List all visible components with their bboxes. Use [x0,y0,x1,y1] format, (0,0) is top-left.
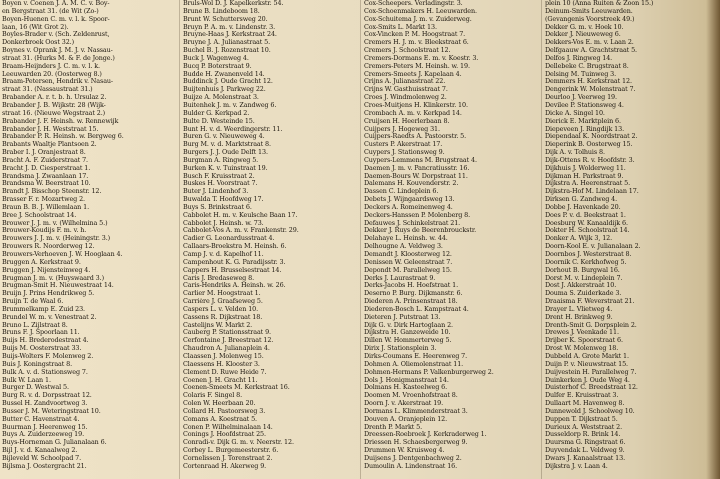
directory-column-3 [364,0,538,479]
directory-entry-line: Brundel W. m. v. Venestraat 2. [2,313,97,321]
directory-entry-line: Bruls-Wol D. J. Kapelkerkstr. 54. [183,0,284,7]
directory-entry-line: Drost W. Molenweg 18. [545,345,619,353]
directory-entry-line: Draaisma F. Weverstraat 21. [545,298,635,306]
directory-column-1 [2,0,176,479]
directory-entry-line: Cabbolet J. Heinsh. w. 73. [183,219,264,227]
directory-entry-line: Dokter H. Schoolstraat 14. [545,227,630,235]
directory-entry-line: Delfos J. Ringweg 14. [545,54,613,62]
directory-entry-line: Diependaal K. Noordstraat 2. [545,133,638,141]
directory-entry-line: Coenen J. H. Gracht 11. [183,376,258,384]
directory-entry-line: Defauwes J. Schinkelstraat 21. [364,219,461,227]
directory-entry-line: Brouwer J. J. m. v. (Wilhelmina 5.) [2,219,108,227]
directory-entry-line: Bree J. Schoolstraat 14. [2,211,77,219]
directory-entry-line: Brandsma W. Beerstraat 10. [2,180,91,188]
directory-entry-line: Cremers J. Schoolstraat 12. [364,47,451,55]
directory-entry-line: Denissen W. Geleenstraat 7. [364,258,453,266]
directory-entry-line: Duijn P. v. Nieuwstraat 15. [545,360,628,368]
directory-entry-line: Brandsma J. Zwaanlaan 17. [2,172,89,180]
directory-entry-line: Dekker J. Ruys de Beerenbrouckstr. [364,227,477,235]
directory-entry-line: Doornbos J. Westerstraat 8. [545,251,632,258]
directory-entry-line: Bulder G. Kerkpad 2. [183,109,250,117]
directory-entry-line: Buter J. Lindenhof 3. [183,188,249,196]
directory-entry-line: Deserno P. Burg. Dijkmanstr. 6. [364,290,463,298]
directory-entry-line: Cox-Schoenmakers H. Leeuwarden. [364,7,477,15]
directory-entry-line: Cabbolet-Vos A. m. v. Frankenstr. 29. [183,227,299,235]
directory-entry-line: Bracht A. F. Zuiderstraat 7. [2,156,88,164]
directory-entry-line: Demandt J. Kloosterweg 12. [364,251,452,258]
directory-entry-line: Buck J. Wagenweg 4. [183,54,249,62]
directory-entry-line: Depondt M. Parallelweg 15. [364,266,452,274]
column-divider [179,0,180,479]
directory-entry-line: Duinkerken J. Oude Weg 4. [545,376,630,384]
directory-entry-line: Delahaye L. Heinsh. w. 44. [364,235,448,243]
directory-entry-line: Conings J. Hoofdstraat 25. [183,431,266,439]
directory-entry-line: Buijs H. Brederodestraat 4. [2,337,89,345]
directory-entry-line: Burg R. v. d. Dorpsstraat 12. [2,392,92,400]
directory-entry-line: Deckers A. Romeinenweg 4. [364,203,453,211]
directory-entry-line: Donker A. Wijk 3, 12. [545,235,613,243]
directory-entry-line: Buitenhek J. m. v. Zandweg 6. [183,101,277,109]
directory-entry-line: Crijns A. Julianastraat 22. [364,78,446,86]
directory-entry-line: Cuypers J. Stationsweg 9. [364,149,445,157]
directory-entry-line: Doorn-Kool E. v. Julianalaan 2. [545,243,641,251]
directory-entry-line: Demmers H. Kerkstraat 12. [545,78,632,86]
directory-entry-line: Claassen J. Molenweg 15. [183,352,264,360]
directory-entry-line: Cauberg P. Stationsstraat 9. [183,329,271,337]
directory-entry-line: Drenth P. Markt 5. [364,423,423,431]
directory-entry-line: Dijk G. v. Dirk Hartoglaan 2. [364,321,453,329]
directory-entry-line: Dulfer E. Kruisstraat 3. [545,392,619,400]
directory-entry-line: Dusseldorp R. Brink 14. [545,431,621,439]
directory-entry-line: Crijns W. Gasthuisstraat 7. [364,86,448,94]
directory-entry-line: Duijvestein H. Parallelweg 7. [545,368,637,376]
directory-entry-line: Brunt W. Schuttersweg 20. [183,15,268,23]
directory-entry-line: Croes-Muitjens H. Klinkerstr. 10. [364,101,468,109]
directory-entry-line: Conradi-v. Dijk G. m. v. Neerstr. 12. [183,439,294,447]
directory-entry-line: Dekkers-Vos E. m. v. Laan 2. [545,39,634,47]
directory-entry-line: straat 31. (Nassaustraat 31.) [2,86,93,94]
directory-entry-line: Dellebeke C. Brugstraat 8. [545,62,629,70]
directory-entry-line: Dirks-Coumans E. Heerenweg 7. [364,352,468,360]
directory-entry-line: Burg M. v. d. Marktstraat 8. [183,141,271,149]
directory-entry-line: Cassens R. Dijkstraat 18. [183,313,263,321]
directory-entry-line: Delhougne A. Veldweg 3. [364,243,443,251]
directory-entry-line: laan, 16 (Wit Grot 2). [2,23,69,31]
directory-entry-line: Comans A. Koestraat 5. [183,415,257,423]
directory-entry-line: Brouwers J. J. m. v. (Heiningstr. 3.) [2,235,111,243]
directory-entry-line: Bracht J. D. Ciesperstraat 1. [2,164,91,172]
directory-entry-line: Duijsens J. Dentgenbachweg 2. [364,454,462,462]
directory-entry-line: Daemen J. m. v. Pancratiusstr. 16. [364,164,470,172]
directory-entry-line: Buijs M. Oosterstraat 33. [2,345,82,353]
directory-entry-line: Buchel B. J. Rozenstraat 10. [183,47,271,55]
directory-entry-line: Brabander J. B. Wijkstr. 28 (Wijk- [2,101,106,109]
directory-entry-line: Bruno L. Zijlstraat 8. [2,321,68,329]
directory-entry-line: Buurman J. Heerenweg 15. [2,423,88,431]
directory-entry-line: Boyles-Brader v. (Sch. Zeldenrust, [2,31,110,39]
directory-entry-line: Durieux A. Weststraat 2. [545,423,623,431]
directory-entry-line: Duyvendak L. Veldweg 9. [545,447,625,455]
directory-entry-line: Dierick E. Marktplein 6. [545,117,621,125]
column-divider [541,0,542,479]
directory-entry-line: Burgers J. J. Oude Delft 13. [183,149,268,157]
directory-entry-line: Dohmen-Hermans P. Valkenburgerweg 2. [364,368,494,376]
directory-entry-line: Custers P. Akerstraat 17. [364,141,443,149]
directory-entry-line: Dwars J. Kanaalstraat 13. [545,454,626,462]
directory-entry-line: Dolmans H. Kasteelweg 6. [364,384,448,392]
directory-entry-line: Butter C. Havenstraat 4. [2,415,80,423]
directory-entry-line: Dijk-Ottens R. v. Hoofdstr. 3. [545,156,635,164]
directory-entry-line: Bunt H. v. d. Weerdingerstr. 11. [183,125,283,133]
directory-entry-line: Dieteren J. Putstraat 13. [364,313,441,321]
directory-entry-line: Brugman J. m. v. (Huyswaard 3.) [2,274,104,282]
directory-entry-line: Crombach A. m. v. Kerkpad 14. [364,109,462,117]
directory-entry-line: Burken K. v. Tuinstraat 19. [183,164,268,172]
directory-entry-line: Drummen W. Kruisweg 4. [364,447,445,455]
directory-entry-line: Does P. v. d. Beekstraat 1. [545,211,626,219]
directory-entry-line: plein 10 (Anna Ruiten & Zoon 15.) [545,0,654,7]
directory-entry-line: Buys A. Zuiderzeeweg 19. [2,431,85,439]
directory-entry-line: Dillen W. Hommerterweg 5. [364,337,452,345]
directory-entry-line: Dullaart M. Havenweg 8. [545,400,625,408]
directory-entry-line: Dengerink W. Molenstraat 7. [545,86,636,94]
directory-entry-line: Dormans L. Klimmenderstraat 3. [364,407,468,415]
directory-entry-line: Caris J. Bredaseweg 8. [183,274,255,282]
directory-entry-line: Bulte D. Westeinde 15. [183,117,255,125]
directory-entry-line: Dost J. Akkerstraat 10. [545,282,617,290]
directory-entry-line: Cerfontaine J. Breestraat 12. [183,337,274,345]
directory-entry-line: Cremers H. J. m. v. Bleekstraat 6. [364,39,469,47]
directory-entry-line: Carlier M. Hoogstraat 1. [183,290,261,298]
directory-entry-line: Croes J. Windmolenweg 2. [364,94,447,102]
directory-entry-line: Dobbe J. Havenkade 20. [545,203,621,211]
directory-entry-line: Brouwers R. Noorderweg 12. [2,243,95,251]
directory-entry-line: Drent H. Brinkweg 9. [545,313,613,321]
directory-entry-line: Bruggen J. Nijensteinweg 4. [2,266,91,274]
directory-entry-line: Dijkstra H. Ganzeweide 10. [364,329,451,337]
directory-entry-line: Buwalda T. Hoofdweg 17. [183,196,264,204]
directory-entry-line: Buijs-Wolters F. Molenweg 2. [2,352,94,360]
directory-entry-line: Doornik C. Kerkhofweg 5. [545,258,627,266]
directory-entry-line: Caris-Hendriks A. Heinsh. w. 26. [183,282,286,290]
directory-entry-line: Dijk A. v. Tolhuis 8. [545,149,605,157]
directory-entry-line: Cuijpers J. Hogeweg 31. [364,125,440,133]
directory-entry-line: Cortenraad H. Akerweg 9. [183,462,267,470]
directory-entry-line: Buijze A. Molenstraat 3. [183,94,259,102]
directory-column-4 [545,0,710,479]
directory-entry-line: Brune B. Lindeboom 18. [183,7,260,15]
directory-entry-line: Castelijns W. Markt 2. [183,321,253,329]
directory-entry-line: Dalemans H. Kouvenderstr. 2. [364,180,459,188]
directory-entry-line: Cruijsen H. Heerlerbaan 8. [364,117,450,125]
directory-entry-line: Dorhout B. Burgwal 16. [545,266,620,274]
directory-entry-line: Delsing M. Tuinweg 3. [545,70,617,78]
directory-entry-line: Dols J. Honigmanstraat 14. [364,376,449,384]
directory-entry-line: Doorn J. v. Akerstraat 19. [364,400,444,408]
directory-entry-line: Brasser F. r. Mozartweg 2. [2,196,85,204]
directory-entry-line: Dijkman H. Parkstraat 9. [545,172,624,180]
directory-entry-line: Buskes H. Voorstraat 7. [183,180,258,188]
directory-entry-line: Dunnewold J. Schoolweg 10. [545,407,635,415]
directory-entry-line: Brabander P. R. Heinsh. w. Bergweg 6. [2,133,124,141]
directory-entry-line: Bijl J. v. d. Kanaalweg 2. [2,447,78,455]
directory-entry-line: Cadier G. Leonardusstraat 4. [183,235,275,243]
directory-entry-line: Buys-Horneman G. Julianalaan 6. [2,439,107,447]
directory-entry-line: Brouwer-Koudijs F. m. v. h. [2,227,87,235]
directory-entry-line: Caspers L. v. Velden 10. [183,305,259,313]
directory-entry-line: Bruijn J. Prins Hendrikweg 5. [2,290,95,298]
directory-entry-line: Diepeveen J. Ringdijk 13. [545,125,625,133]
directory-entry-line: Collard H. Pastoorsweg 3. [183,407,266,415]
directory-entry-line: Bulk A. v. d. Stationsweg 7. [2,368,88,376]
directory-entry-line: Braam-Heijnders J. C. m. v. l. k. [2,62,100,70]
directory-entry-line: Deckers-Hanssen P. Molenberg 8. [364,211,471,219]
directory-entry-line: Cuypers-Lemmens M. Brugstraat 4. [364,156,477,164]
directory-entry-line: Dieperink B. Oosterweg 15. [545,141,633,149]
directory-entry-line: Douma S. Zuiderkade 3. [545,290,622,298]
directory-entry-line: Dijkstra A. Heerenstraat 5. [545,180,631,188]
directory-entry-line: Colaris F. Singel 8. [183,392,243,400]
directory-entry-line: straat 16. (Nieuwe Wegstraat 2.) [2,109,106,117]
directory-entry-line: Cappers H. Brusselsestraat 14. [183,266,282,274]
directory-entry-line: Duppen T. Dijkstraat 5. [545,415,618,423]
directory-entry-line: Cornelissen J. Torenstraat 2. [183,454,273,462]
directory-entry-line: Brugman-Smit H. Nieuwestraat 14. [2,282,114,290]
directory-entry-line: Cox-Scheepers. Verladingstr. 3. [364,0,463,7]
directory-entry-line: Buddinck J. Oude Gracht 12. [183,78,273,86]
directory-entry-line: Coenen-Smeets M. Kerkstraat 16. [183,384,290,392]
directory-entry-line: Brandt J. Bisschop Steenstr. 12. [2,188,102,196]
directory-entry-line: Camp J. v. d. Kapelhof 11. [183,251,264,258]
directory-entry-line: Dijkstra-Hof M. Lindelaan 17. [545,188,639,196]
directory-entry-line: Bulk W. Laan 1. [2,376,51,384]
directory-entry-line: straat 31. (Hurks M. & F. de Jonge.) [2,54,115,62]
directory-entry-line: Daemen-Bours W. Dorpstraat 11. [364,172,468,180]
directory-entry-line: en Bergstraat 31. (de Wit (Zo-) [2,7,99,15]
directory-entry-line: Brummelkamp E. Zuid 23. [2,305,85,313]
directory-entry-line: Cuijpers-Raedts A. Pastoorstr. 5. [364,133,467,141]
directory-entry-line: Colen W. Heerbaan 20. [183,400,256,408]
directory-entry-line: Brouwers-Verhoeven J. W. Hooglaan 4. [2,251,123,258]
directory-entry-line: Callaars-Broekstra M. Heinsh. 6. [183,243,287,251]
directory-entry-line: Leeuwarden 20. (Oosterweg 8.) [2,70,102,78]
directory-entry-line: Dirix J. Stationsplein 3. [364,345,437,353]
directory-entry-line: Cox-Schuitema J. m. v. Zuiderweg. [364,15,472,23]
directory-entry-line: Duisterhof C. Breedstraat 12. [545,384,638,392]
directory-entry-line: Delfgaauw A. Grachtstraat 5. [545,47,637,55]
directory-entry-line: Bruns F. J. Spoorlaan 11. [2,329,80,337]
directory-entry-line: Bucq P. Boterstraat 9. [183,62,252,70]
directory-entry-line: Burger D. Westwal 5. [2,384,69,392]
directory-entry-line: Corbey L. Burgemeesterstr. 6. [183,447,279,455]
directory-entry-line: Buren G. v. Nieuweweg 4. [183,133,265,141]
directory-entry-line: Budde H. Zwanenveld 14. [183,70,265,78]
directory-entry-line: Douven A. Oranjeplein 12. [364,415,448,423]
directory-entry-line: Buijtenhuis J. Parkweg 22. [183,86,266,94]
directory-entry-line: Braun B. B. J. Willemlaan 1. [2,203,90,211]
directory-entry-line: Devilee P. Stationsweg 4. [545,101,624,109]
directory-entry-line: Campenhout K. G. Paradijsstr. 3. [183,258,286,266]
directory-entry-line: Donkerbroek Oost 32.) [2,39,74,47]
directory-entry-line: Dirksen G. Zandweg 4. [545,196,618,204]
directory-entry-line: Boyen-Huenen C. m. v. l. k. Spoor- [2,15,110,23]
directory-entry-line: Derks-Jacobs H. Hoefstraat 1. [364,282,458,290]
directory-entry-line: Boyen v. Coenen J. A. M. C. v. Boy- [2,0,110,7]
directory-entry-line: Cremers-Dormans E. m. v. Koestr. 3. [364,54,479,62]
directory-entry-line: Bruyne J. A. Julianastraat 5. [183,39,271,47]
directory-entry-line: Chaudron A. Julianaplein 4. [183,345,270,353]
directory-entry-line: Dassen C. Lindeplein 6. [364,188,439,196]
directory-entry-line: Duursma G. Ringstraat 6. [545,439,626,447]
directory-entry-line: Deinum-Smits Leeuwarden. [545,7,633,15]
directory-entry-line: Brabander A. r. t. b. h. Ursulaz 2. [2,94,107,102]
directory-entry-line: Buis J. Koningstraat 8. [2,360,73,368]
directory-entry-line: Dijkstra J. v. Laan 4. [545,462,608,470]
directory-entry-line: Cabbolet H. m. v. Keulsche Baan 17. [183,211,298,219]
directory-entry-line: Clement D. Ruwe Heide 7. [183,368,267,376]
directory-column-2 [183,0,357,479]
directory-entry-line: Dijkhuis J. Wolderweg 11. [545,164,626,172]
directory-entry-line: Dohmen A. Oliemolenstraat 11. [364,360,464,368]
directory-entry-line: Dorst M. v. Lindeplein 7. [545,274,623,282]
directory-entry-line: Dicke A. Singel 10. [545,109,605,117]
directory-entry-line: Driessen H. Schaesbergerweg 9. [364,439,468,447]
directory-entry-line: Drijber K. Spoorstraat 6. [545,337,623,345]
directory-entry-line: Drenth-Smit G. Dorpsplein 2. [545,321,637,329]
directory-entry-line: Bijlsma J. Oostergracht 21. [2,462,87,470]
directory-entry-line: Cox-Vincken P. M. Hoogstraat 7. [364,31,466,39]
directory-entry-line: Cox-Smits L. Markt 13. [364,23,437,31]
directory-entry-line: Diederen A. Prinsenstraat 18. [364,298,458,306]
directory-entry-line: Carrière J. Graafseweg 5. [183,298,263,306]
directory-entry-line: (Gevangenis Voorstreek 49.) [545,15,635,23]
directory-entry-line: Cremers-Smeets J. Kapelaan 4. [364,70,462,78]
directory-entry-line: Bijleveld W. Schoolpad 7. [2,454,82,462]
directory-entry-line: Bruijn T. de Waal 6. [2,298,64,306]
directory-entry-line: Doesburg W. Kanaaldijk 6. [545,219,628,227]
directory-entry-line: Braber I. J. Oranjestraat 8. [2,149,86,157]
directory-entry-line: Boynes v. Oprank J. M. J. v. Nassau- [2,47,113,55]
directory-entry-line: Deurloo J. Veerweg 19. [545,94,617,102]
directory-entry-line: Dubbeld A. Grote Markt 1. [545,352,629,360]
directory-entry-line: Cremers-Peters M. Heinsh. w. 19. [364,62,470,70]
directory-entry-line: Conen P. Wilhelminalaan 14. [183,423,273,431]
directory-entry-line: Bruyne-Haas J. Kerkstraat 24. [183,31,277,39]
directory-entry-line: Bruggen A. Kerkstraat 9. [2,258,81,266]
directory-entry-line: Bussel H. Zandvoortweg 3. [2,400,88,408]
directory-entry-line: Busch F. Kruisstraat 2. [183,172,255,180]
directory-entry-line: Dekker G. m. v. Hoek 10. [545,23,624,31]
directory-entry-line: Dumoulin A. Lindenstraat 16. [364,462,458,470]
directory-entry-line: Debets J. Wijngaardsweg 13. [364,196,455,204]
column-divider [360,0,361,479]
directory-entry-line: Dreessen-Roebroek J. Kerkraderweg 1. [364,431,487,439]
directory-entry-line: Dekker J. Nieuweweg 6. [545,31,621,39]
directory-entry-line: Buys S. Brinkstraat 6. [183,203,252,211]
directory-entry-line: Drewes J. Veenkade 11. [545,329,619,337]
directory-entry-line: Busser J. M. Weteringstraat 10. [2,407,101,415]
directory-entry-line: Brabander J. F. Heinsh. w. Rennewijk [2,117,119,125]
directory-entry-line: Burgman A. Ringweg 5. [183,156,259,164]
directory-entry-line: Brabander J. H. Weststraat 15. [2,125,99,133]
directory-entry-line: Braam-Petersen, Hendrik v. Nasau- [2,78,113,86]
directory-entry-line: Brabants Waaltje Plantsoen 2. [2,141,97,149]
directory-entry-line: Drayer L. Vlietweg 4. [545,305,613,313]
directory-entry-line: Derks J. Laurastraat 9. [364,274,436,282]
directory-entry-line: Diederen-Bosch L. Kampstraat 4. [364,305,469,313]
directory-entry-line: Bruyn P. A. m. v. Lindenstr. 3. [183,23,276,31]
directory-entry-line: Claessens H. Klooster 3. [183,360,260,368]
directory-entry-line: Doomen M. Vroenhofstraat 8. [364,392,458,400]
